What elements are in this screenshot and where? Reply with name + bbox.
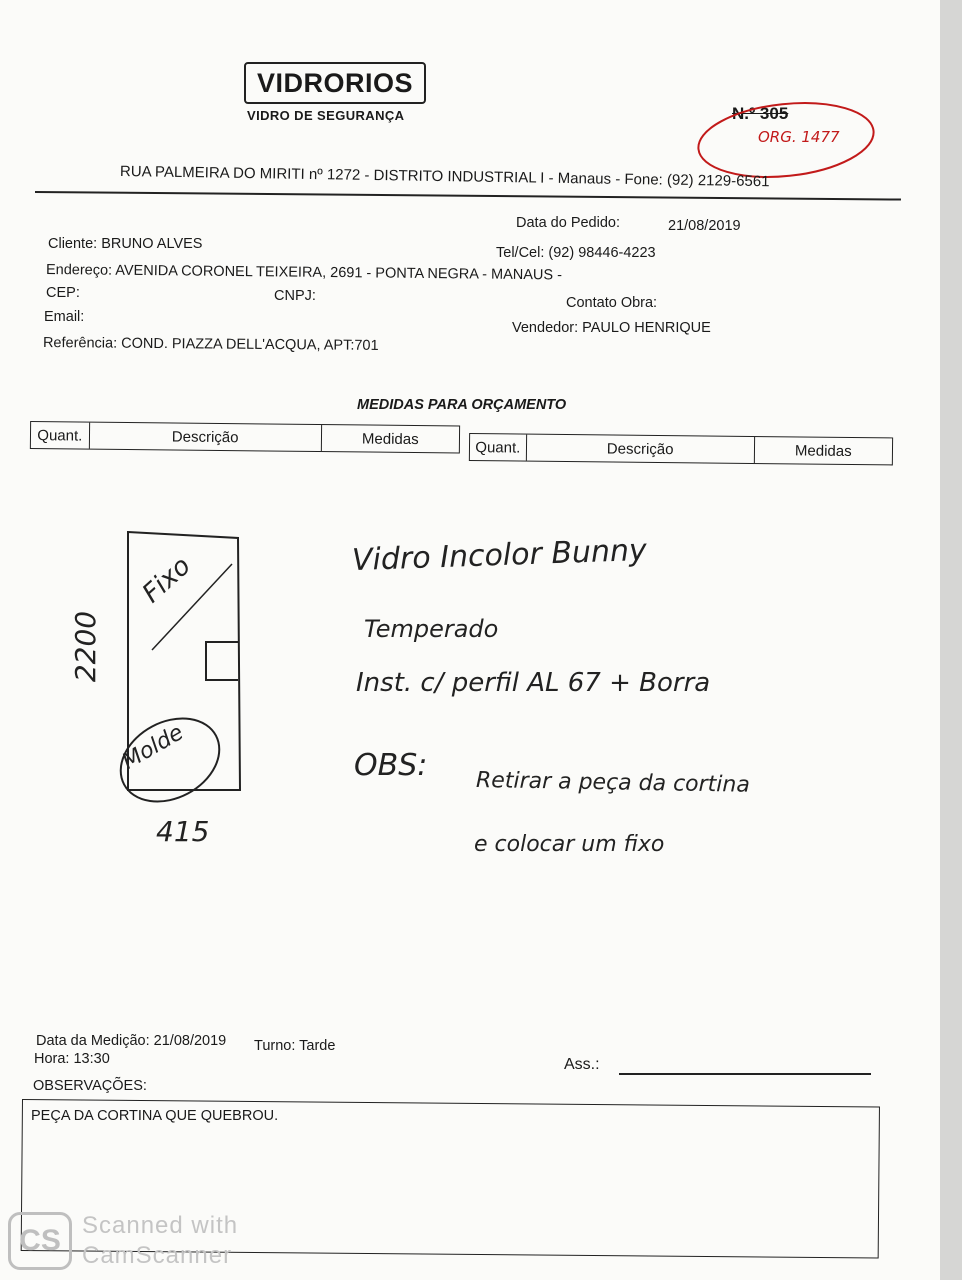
sketch-height: 2200 [69,610,103,683]
observations-text: PEÇA DA CORTINA QUE QUEBROU. [31,1108,279,1124]
client-name: Cliente: BRUNO ALVES [48,236,203,252]
order-date-value: 21/08/2019 [668,218,741,234]
order-number: N.º 305 [732,104,789,123]
cep-label: CEP: [46,285,80,301]
sketch-label-fixo: Fixo [136,550,197,610]
table-header-left [30,421,460,454]
sketch-width: 415 [156,815,210,848]
cnpj-label: CNPJ: [274,288,316,304]
note-obs-label: OBS: [354,748,428,783]
shift: Turno: Tarde [254,1038,336,1054]
camscanner-logo: CS [8,1212,72,1270]
section-title: MEDIDAS PARA ORÇAMENTO [357,397,567,413]
contact-label: Contato Obra: [566,295,658,311]
note-line-2: Temperado [364,615,499,643]
col-descricao: Descrição [90,423,322,451]
client-address: Endereço: AVENIDA CORONEL TEIXEIRA, 2691 - PONTA NEGRA - MANAUS - [45,262,563,284]
handwritten-org-ref: ORG. 1477 [758,128,840,146]
col-medidas: Medidas [361,429,419,448]
observations-label: OBSERVAÇÕES: [33,1078,147,1094]
note-line-6: e colocar um fixo [474,832,665,857]
col-quant: Quant. [470,434,527,461]
client-phone: Tel/Cel: (92) 98446-4223 [496,245,656,261]
table-header-right [469,433,893,465]
col-medidas: Medidas [794,441,852,460]
company-address: RUA PALMEIRA DO MIRITI nº 1272 - DISTRITO INDUSTRIAL I - Manaus - Fone: (92) 2129-6561 [119,163,770,191]
note-line-5: Retirar a peça da cortina [475,768,751,798]
note-line-1: Vidro Incolor Bunny [351,532,648,579]
watermark-line-1: Scanned with [82,1212,239,1239]
col-quant: Quant. [31,422,90,449]
measurement-time: Hora: 13:30 [34,1051,110,1067]
watermark-line-2: CamScanner [82,1242,233,1269]
sketch-label-molde: Molde [118,720,188,775]
email-label: Email: [44,309,85,325]
seller-name: Vendedor: PAULO HENRIQUE [512,320,711,336]
order-date-label: Data do Pedido: [516,215,620,231]
signature-label: Ass.: [564,1056,600,1073]
note-line-3: Inst. c/ perfil AL 67 + Borra [356,668,711,698]
measurement-date: Data da Medição: 21/08/2019 [36,1033,227,1049]
reference: Referência: COND. PIAZZA DELL'ACQUA, APT:701 [42,335,379,354]
header-divider [35,191,901,201]
signature-line [619,1073,871,1075]
company-tagline: VIDRO DE SEGURANÇA [247,108,405,123]
col-descricao: Descrição [527,435,755,463]
company-logo: VIDRORIOS [244,62,426,104]
page-edge [940,0,962,1280]
